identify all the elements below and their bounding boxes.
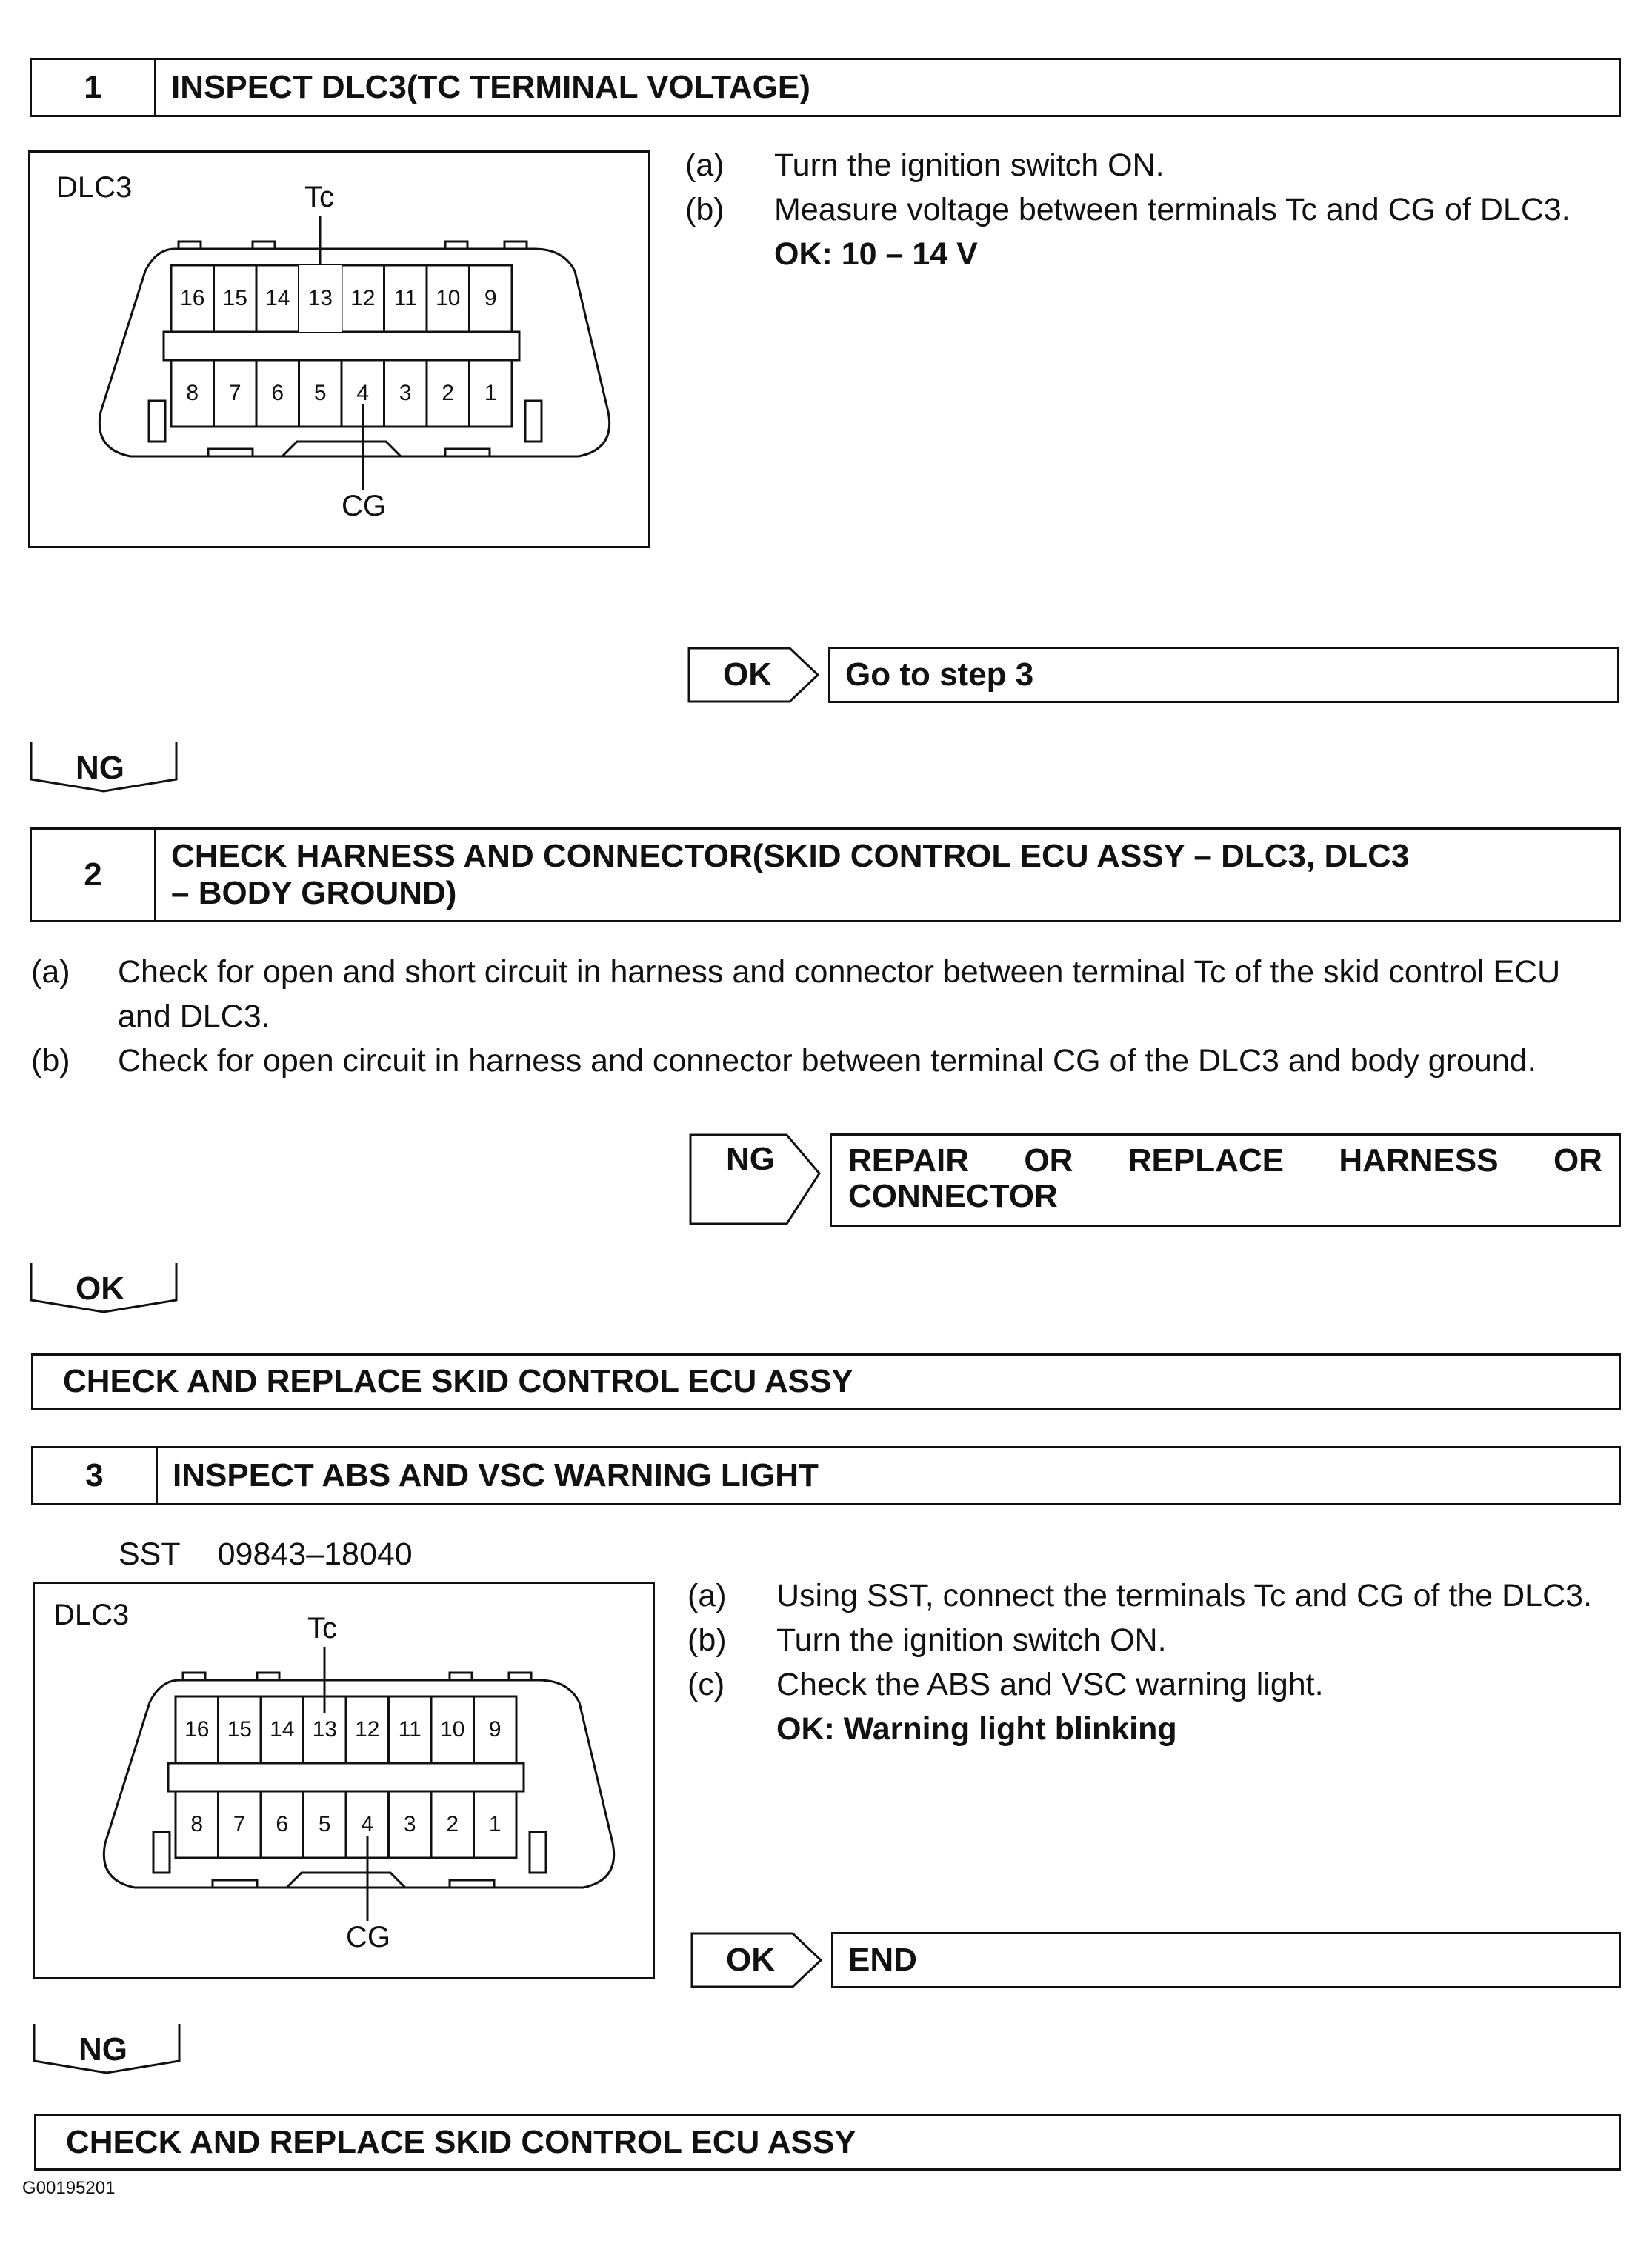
step1-instructions bbox=[685, 143, 1641, 276]
pin: 16 bbox=[180, 286, 205, 310]
step3-ok-spec: OK: Warning light blinking bbox=[776, 1711, 1177, 1747]
pin: 6 bbox=[271, 381, 284, 405]
step3-instructions bbox=[687, 1573, 1647, 1751]
pin: 12 bbox=[350, 286, 376, 310]
pin-row-top bbox=[171, 265, 512, 332]
pin: 5 bbox=[318, 1812, 331, 1836]
pin: 1 bbox=[484, 381, 497, 405]
step2-number: 2 bbox=[32, 830, 156, 920]
step1-ok-result: Go to step 3 bbox=[828, 647, 1619, 703]
step1-number: 1 bbox=[32, 60, 156, 115]
step1-ok-tag: OK bbox=[687, 647, 828, 703]
connector-drawing bbox=[30, 153, 653, 550]
pin: 9 bbox=[484, 286, 497, 310]
pin-row-bottom bbox=[176, 1791, 516, 1858]
pin: 15 bbox=[227, 1717, 252, 1742]
pin: 11 bbox=[398, 1717, 422, 1742]
pin: 13 bbox=[312, 1717, 337, 1742]
pin: 10 bbox=[440, 1717, 465, 1742]
pin: 10 bbox=[436, 286, 461, 310]
connector-drawing bbox=[35, 1584, 657, 1982]
step3-ok-tag: OK bbox=[690, 1932, 831, 1988]
step1-ok-spec: OK: 10 – 14 V bbox=[774, 236, 978, 272]
step3-item-b: (b) Turn the ignition switch ON. bbox=[687, 1622, 1167, 1658]
step3-item-c: (c) Check the ABS and VSC warning light. bbox=[687, 1667, 1324, 1702]
step2-instructions bbox=[31, 950, 1646, 1083]
step1-header bbox=[30, 58, 1621, 117]
step1-item-b: (b) Measure voltage between terminals Tc and CG of DLC3. bbox=[685, 192, 1571, 227]
pin-row-top bbox=[176, 1696, 516, 1763]
step2-item-a: (a) Check for open and short circuit in harness and connector between terminal Tc of the skid control ECU bbox=[31, 954, 1561, 990]
pin: 7 bbox=[228, 381, 242, 405]
pin: 14 bbox=[265, 286, 290, 310]
pin: 11 bbox=[393, 286, 417, 310]
cg-pin-label: CG bbox=[346, 1921, 390, 1953]
pin: 4 bbox=[356, 381, 370, 405]
footer-code: G00195201 bbox=[22, 2178, 116, 2198]
step1-ng-tag: NG bbox=[30, 741, 181, 794]
step2-title: CHECK HARNESS AND CONNECTOR(SKID CONTROL ECU ASSY – DLC3, DLC3 – BODY GROUND) bbox=[171, 838, 1410, 911]
tc-pin-label: Tc bbox=[304, 181, 334, 213]
step3-number: 3 bbox=[33, 1448, 158, 1503]
figure-label: DLC3 bbox=[56, 171, 133, 204]
step2-item-b: (b) Check for open circuit in harness and connector between terminal CG of the DLC3 and body ground. bbox=[31, 1043, 1536, 1079]
pin: 4 bbox=[361, 1812, 374, 1836]
dlc3-figure-2 bbox=[33, 1582, 655, 1979]
pin: 3 bbox=[399, 381, 412, 405]
sst-line: SST 09843–18040 bbox=[119, 1536, 413, 1572]
pin: 13 bbox=[299, 265, 342, 332]
step2-ok-tag: OK bbox=[30, 1262, 181, 1315]
step2-item-a-cont: and DLC3. bbox=[118, 999, 270, 1034]
step2-final: CHECK AND REPLACE SKID CONTROL ECU ASSY bbox=[31, 1353, 1621, 1410]
pin: 14 bbox=[270, 1717, 295, 1742]
step3-ng-tag: NG bbox=[33, 2022, 184, 2076]
pin: 5 bbox=[313, 381, 327, 405]
cg-pin-label: CG bbox=[342, 490, 386, 522]
pin: 2 bbox=[446, 1812, 459, 1836]
pin: 8 bbox=[190, 1812, 204, 1836]
pin: 9 bbox=[488, 1717, 502, 1742]
pin: 15 bbox=[222, 286, 247, 310]
pin: 6 bbox=[276, 1812, 289, 1836]
step3-ok-result: END bbox=[831, 1932, 1621, 1988]
pin: 3 bbox=[403, 1812, 416, 1836]
pin: 2 bbox=[442, 381, 455, 405]
step3-final: CHECK AND REPLACE SKID CONTROL ECU ASSY bbox=[34, 2114, 1621, 2171]
step2-header bbox=[30, 827, 1621, 922]
pin: 12 bbox=[355, 1717, 380, 1742]
figure-label: DLC3 bbox=[53, 1599, 130, 1631]
step3-header bbox=[31, 1446, 1621, 1505]
tc-pin-label: Tc bbox=[307, 1612, 337, 1645]
pin-row-bottom bbox=[171, 360, 512, 427]
pin: 8 bbox=[186, 381, 199, 405]
step2-ng-tag: NG bbox=[689, 1133, 830, 1227]
dlc3-figure-1 bbox=[28, 150, 650, 548]
pin: 16 bbox=[184, 1717, 210, 1742]
step3-title: INSPECT ABS AND VSC WARNING LIGHT bbox=[173, 1457, 819, 1493]
pin: 1 bbox=[488, 1812, 502, 1836]
pin: 7 bbox=[233, 1812, 246, 1836]
step3-item-a: (a) Using SST, connect the terminals Tc and CG of the DLC3. bbox=[687, 1578, 1593, 1613]
step2-ng-result: REPAIR OR REPLACE HARNESS OR CONNECTOR bbox=[830, 1133, 1621, 1227]
step1-title: INSPECT DLC3(TC TERMINAL VOLTAGE) bbox=[171, 69, 810, 105]
step1-item-a: (a) Turn the ignition switch ON. bbox=[685, 147, 1165, 183]
